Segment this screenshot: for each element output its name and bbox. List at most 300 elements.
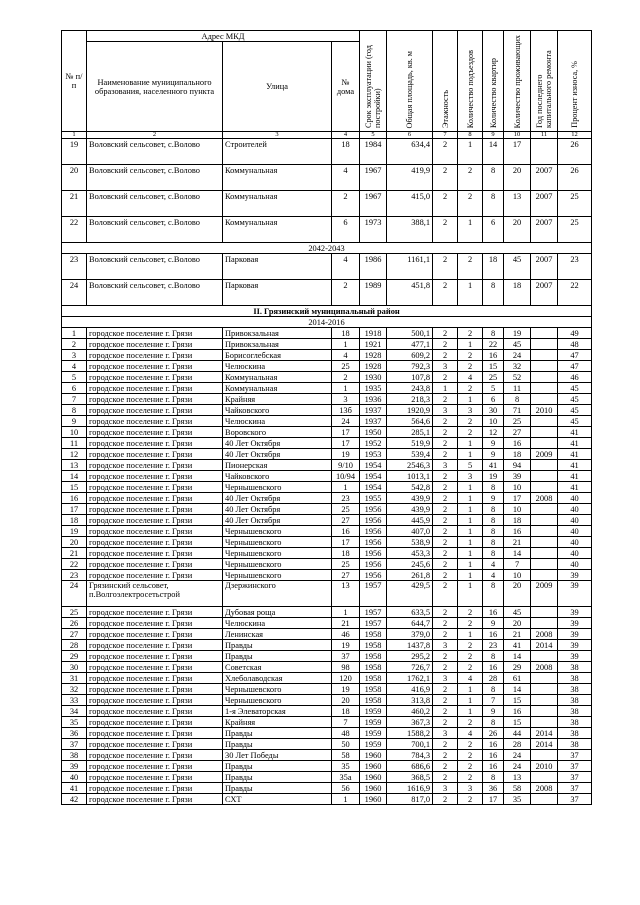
- municipality-cell: городское поселение г. Грязи: [87, 728, 223, 739]
- row-number-cell: 36: [62, 728, 87, 739]
- floors-cell: 3: [433, 673, 458, 684]
- wear-percent-cell: 41: [558, 449, 592, 460]
- total-area-cell: 261,8: [387, 570, 433, 581]
- column-number-cell: 5: [360, 132, 387, 139]
- house-number-cell: 50: [332, 739, 360, 750]
- total-area-cell: 1762,1: [387, 673, 433, 684]
- street-cell: Чернышевского: [223, 695, 332, 706]
- entrances-cell: 2: [458, 328, 483, 339]
- row-number-cell: 14: [62, 471, 87, 482]
- floors-cell: 2: [433, 695, 458, 706]
- col-apartments-header: Количество квартир: [483, 31, 504, 132]
- table-row: [62, 640, 592, 651]
- floors-cell: 2: [433, 339, 458, 350]
- table-row: [62, 739, 592, 750]
- municipality-cell: городское поселение г. Грязи: [87, 394, 223, 405]
- house-number-cell: 98: [332, 662, 360, 673]
- apartments-cell: 8: [483, 772, 504, 783]
- municipality-cell: городское поселение г. Грязи: [87, 339, 223, 350]
- wear-percent-cell: 40: [558, 504, 592, 515]
- municipality-cell: городское поселение г. Грязи: [87, 361, 223, 372]
- street-cell: 1-я Элеваторская: [223, 706, 332, 717]
- wear-percent-cell: 45: [558, 416, 592, 427]
- floors-cell: 2: [433, 651, 458, 662]
- house-number-cell: 24: [332, 416, 360, 427]
- municipality-cell: городское поселение г. Грязи: [87, 471, 223, 482]
- build-year-cell: 1958: [360, 695, 387, 706]
- floors-cell: 2: [433, 559, 458, 570]
- floors-cell: 2: [433, 607, 458, 618]
- wear-percent-cell: 26: [558, 165, 592, 191]
- residents-cell: 45: [504, 254, 531, 280]
- row-number-cell: 38: [62, 750, 87, 761]
- street-cell: 40 Лет Октября: [223, 449, 332, 460]
- table-row: [62, 471, 592, 482]
- street-cell: Парковая: [223, 254, 332, 280]
- floors-cell: 2: [433, 717, 458, 728]
- table-row: [62, 515, 592, 526]
- wear-percent-cell: 41: [558, 438, 592, 449]
- total-area-cell: 519,9: [387, 438, 433, 449]
- street-cell: Правды: [223, 772, 332, 783]
- municipality-cell: городское поселение г. Грязи: [87, 405, 223, 416]
- build-year-cell: 1958: [360, 651, 387, 662]
- entrances-cell: 2: [458, 662, 483, 673]
- residents-cell: 16: [504, 526, 531, 537]
- row-number-cell: 30: [62, 662, 87, 673]
- municipality-cell: городское поселение г. Грязи: [87, 673, 223, 684]
- apartments-cell: 16: [483, 350, 504, 361]
- floors-cell: 2: [433, 581, 458, 607]
- municipality-cell: городское поселение г. Грязи: [87, 629, 223, 640]
- apartments-cell: 9: [483, 618, 504, 629]
- section-title-row: [62, 306, 592, 317]
- house-number-cell: 21: [332, 618, 360, 629]
- apartments-cell: 8: [483, 684, 504, 695]
- house-number-cell: 27: [332, 570, 360, 581]
- total-area-cell: 542,8: [387, 482, 433, 493]
- wear-percent-cell: 39: [558, 618, 592, 629]
- table-row: [62, 750, 592, 761]
- municipality-cell: Воловский сельсовет, с.Волово: [87, 191, 223, 217]
- repair-year-cell: [531, 794, 558, 805]
- house-number-cell: 18: [332, 328, 360, 339]
- municipality-cell: городское поселение г. Грязи: [87, 662, 223, 673]
- table-body: [62, 132, 592, 805]
- build-year-cell: 1956: [360, 537, 387, 548]
- house-number-cell: 25: [332, 559, 360, 570]
- floors-cell: 2: [433, 217, 458, 243]
- column-number-cell: 6: [387, 132, 433, 139]
- row-number-cell: 8: [62, 405, 87, 416]
- row-number-cell: 23: [62, 254, 87, 280]
- residents-cell: 15: [504, 717, 531, 728]
- municipality-cell: городское поселение г. Грязи: [87, 684, 223, 695]
- entrances-cell: 2: [458, 254, 483, 280]
- floors-cell: 2: [433, 618, 458, 629]
- repair-year-cell: [531, 537, 558, 548]
- total-area-cell: 388,1: [387, 217, 433, 243]
- floors-cell: 3: [433, 783, 458, 794]
- wear-percent-cell: 38: [558, 684, 592, 695]
- wear-percent-cell: 38: [558, 739, 592, 750]
- table-row: [62, 460, 592, 471]
- row-number-cell: 12: [62, 449, 87, 460]
- entrances-cell: 2: [458, 640, 483, 651]
- column-number-cell: 7: [433, 132, 458, 139]
- street-cell: Привокзальная: [223, 328, 332, 339]
- total-area-cell: 460,2: [387, 706, 433, 717]
- wear-percent-cell: 26: [558, 139, 592, 165]
- entrances-cell: 2: [458, 165, 483, 191]
- municipality-cell: городское поселение г. Грязи: [87, 570, 223, 581]
- street-cell: Дзержинского: [223, 581, 332, 607]
- total-area-cell: 379,0: [387, 629, 433, 640]
- repair-year-cell: [531, 339, 558, 350]
- build-year-cell: 1955: [360, 493, 387, 504]
- residents-cell: 10: [504, 570, 531, 581]
- apartments-cell: 12: [483, 427, 504, 438]
- table-row: [62, 783, 592, 794]
- house-number-cell: 18: [332, 706, 360, 717]
- repair-year-cell: [531, 394, 558, 405]
- municipality-cell: городское поселение г. Грязи: [87, 438, 223, 449]
- house-number-cell: 27: [332, 515, 360, 526]
- table-row: [62, 794, 592, 805]
- col-year-header: Срок эксплуатации (год постройки): [360, 31, 387, 132]
- repair-year-cell: [531, 684, 558, 695]
- apartments-cell: 28: [483, 673, 504, 684]
- floors-cell: 2: [433, 739, 458, 750]
- build-year-cell: 1960: [360, 794, 387, 805]
- build-year-cell: 1956: [360, 526, 387, 537]
- table-row: [62, 405, 592, 416]
- entrances-cell: 1: [458, 537, 483, 548]
- row-number-cell: 24: [62, 280, 87, 306]
- row-number-cell: 17: [62, 504, 87, 515]
- row-number-cell: 24: [62, 581, 87, 607]
- row-number-cell: 22: [62, 217, 87, 243]
- row-number-cell: 39: [62, 761, 87, 772]
- build-year-cell: 1937: [360, 405, 387, 416]
- repair-year-cell: [531, 482, 558, 493]
- house-number-cell: 19: [332, 640, 360, 651]
- floors-cell: 2: [433, 449, 458, 460]
- table-row: [62, 526, 592, 537]
- municipality-cell: Воловский сельсовет, с.Волово: [87, 254, 223, 280]
- street-cell: Пионерская: [223, 460, 332, 471]
- wear-percent-cell: 38: [558, 673, 592, 684]
- table-row: [62, 339, 592, 350]
- apartments-cell: 8: [483, 581, 504, 607]
- row-number-cell: 29: [62, 651, 87, 662]
- repair-year-cell: 2010: [531, 405, 558, 416]
- apartments-cell: 9: [483, 706, 504, 717]
- wear-percent-cell: 38: [558, 695, 592, 706]
- apartments-cell: 8: [483, 165, 504, 191]
- table-row: [62, 504, 592, 515]
- entrances-cell: 2: [458, 350, 483, 361]
- street-cell: Дубовая роща: [223, 607, 332, 618]
- entrances-cell: 2: [458, 794, 483, 805]
- entrances-cell: 2: [458, 383, 483, 394]
- build-year-cell: 1958: [360, 640, 387, 651]
- repair-year-cell: [531, 526, 558, 537]
- total-area-cell: 1437,8: [387, 640, 433, 651]
- house-number-cell: 58: [332, 750, 360, 761]
- entrances-cell: 1: [458, 394, 483, 405]
- street-cell: Коммунальная: [223, 191, 332, 217]
- table-row: [62, 383, 592, 394]
- wear-percent-cell: 40: [558, 515, 592, 526]
- entrances-cell: 2: [458, 717, 483, 728]
- street-cell: Правды: [223, 739, 332, 750]
- house-number-cell: 37: [332, 651, 360, 662]
- residents-cell: 18: [504, 280, 531, 306]
- house-number-cell: 1: [332, 482, 360, 493]
- col-residents-header: Количество проживающих: [504, 31, 531, 132]
- house-number-cell: 1: [332, 383, 360, 394]
- floors-cell: 2: [433, 350, 458, 361]
- table-row: [62, 662, 592, 673]
- table-row: [62, 280, 592, 306]
- apartments-cell: 10: [483, 416, 504, 427]
- residents-cell: 10: [504, 482, 531, 493]
- table-row: [62, 651, 592, 662]
- build-year-cell: 1959: [360, 739, 387, 750]
- total-area-cell: 451,8: [387, 280, 433, 306]
- wear-percent-cell: 38: [558, 717, 592, 728]
- street-cell: Правды: [223, 761, 332, 772]
- apartments-cell: 8: [483, 328, 504, 339]
- build-year-cell: 1960: [360, 750, 387, 761]
- apartments-cell: 8: [483, 548, 504, 559]
- floors-cell: 2: [433, 427, 458, 438]
- build-year-cell: 1960: [360, 761, 387, 772]
- floors-cell: 2: [433, 684, 458, 695]
- municipality-cell: городское поселение г. Грязи: [87, 772, 223, 783]
- street-cell: Чернышевского: [223, 548, 332, 559]
- build-year-cell: 1967: [360, 191, 387, 217]
- total-area-cell: 439,9: [387, 493, 433, 504]
- street-cell: Парковая: [223, 280, 332, 306]
- build-year-cell: 1959: [360, 728, 387, 739]
- table-row: [62, 537, 592, 548]
- municipality-cell: городское поселение г. Грязи: [87, 794, 223, 805]
- build-year-cell: 1957: [360, 607, 387, 618]
- house-number-cell: 17: [332, 537, 360, 548]
- repair-year-cell: [531, 350, 558, 361]
- house-number-cell: 4: [332, 350, 360, 361]
- wear-percent-cell: 37: [558, 783, 592, 794]
- floors-cell: 2: [433, 416, 458, 427]
- repair-year-cell: [531, 651, 558, 662]
- total-area-cell: 1161,1: [387, 254, 433, 280]
- total-area-cell: 367,3: [387, 717, 433, 728]
- build-year-cell: 1957: [360, 581, 387, 607]
- street-cell: 30 Лет Победы: [223, 750, 332, 761]
- total-area-cell: 792,3: [387, 361, 433, 372]
- entrances-cell: 2: [458, 772, 483, 783]
- total-area-cell: 644,7: [387, 618, 433, 629]
- build-year-cell: 1958: [360, 673, 387, 684]
- repair-year-cell: [531, 559, 558, 570]
- row-number-cell: 31: [62, 673, 87, 684]
- municipality-cell: городское поселение г. Грязи: [87, 548, 223, 559]
- municipality-cell: [87, 581, 223, 607]
- street-cell: Коммунальная: [223, 383, 332, 394]
- apartments-cell: 26: [483, 728, 504, 739]
- table-row: [62, 559, 592, 570]
- repair-year-cell: [531, 607, 558, 618]
- column-number-row: [62, 132, 592, 139]
- house-number-cell: 1: [332, 607, 360, 618]
- apartments-cell: 16: [483, 629, 504, 640]
- floors-cell: 2: [433, 191, 458, 217]
- floors-cell: 3: [433, 361, 458, 372]
- build-year-cell: 1958: [360, 684, 387, 695]
- repair-year-cell: 2009: [531, 581, 558, 607]
- table-row: [62, 361, 592, 372]
- entrances-cell: 1: [458, 559, 483, 570]
- table-row: [62, 328, 592, 339]
- residents-cell: 11: [504, 383, 531, 394]
- build-year-cell: 1937: [360, 416, 387, 427]
- entrances-cell: 1: [458, 449, 483, 460]
- floors-cell: 2: [433, 548, 458, 559]
- row-number-cell: 21: [62, 191, 87, 217]
- build-year-cell: 1956: [360, 515, 387, 526]
- street-cell: Правды: [223, 640, 332, 651]
- wear-percent-cell: 37: [558, 761, 592, 772]
- apartments-cell: 16: [483, 761, 504, 772]
- floors-cell: 2: [433, 438, 458, 449]
- municipality-cell: городское поселение г. Грязи: [87, 328, 223, 339]
- row-number-cell: 10: [62, 427, 87, 438]
- apartments-cell: 8: [483, 191, 504, 217]
- floors-cell: 3: [433, 728, 458, 739]
- floors-cell: 3: [433, 405, 458, 416]
- residents-cell: 52: [504, 372, 531, 383]
- street-cell: Правды: [223, 651, 332, 662]
- entrances-cell: 2: [458, 651, 483, 662]
- floors-cell: 2: [433, 372, 458, 383]
- entrances-cell: 1: [458, 339, 483, 350]
- table-row: [62, 607, 592, 618]
- floors-cell: 2: [433, 537, 458, 548]
- build-year-cell: 1954: [360, 471, 387, 482]
- repair-year-cell: 2007: [531, 280, 558, 306]
- build-year-cell: 1930: [360, 372, 387, 383]
- repair-year-cell: [531, 328, 558, 339]
- apartments-cell: 9: [483, 493, 504, 504]
- total-area-cell: 1920,9: [387, 405, 433, 416]
- wear-percent-cell: 37: [558, 794, 592, 805]
- municipality-cell: городское поселение г. Грязи: [87, 717, 223, 728]
- apartments-cell: 4: [483, 559, 504, 570]
- table-row: [62, 394, 592, 405]
- municipality-cell: городское поселение г. Грязи: [87, 739, 223, 750]
- wear-percent-cell: 48: [558, 339, 592, 350]
- total-area-cell: 368,5: [387, 772, 433, 783]
- total-area-cell: 453,3: [387, 548, 433, 559]
- municipality-cell: городское поселение г. Грязи: [87, 750, 223, 761]
- wear-percent-cell: 45: [558, 405, 592, 416]
- row-number-cell: 28: [62, 640, 87, 651]
- total-area-cell: 700,1: [387, 739, 433, 750]
- municipality-cell: городское поселение г. Грязи: [87, 350, 223, 361]
- table-row: [62, 350, 592, 361]
- municipality-cell: городское поселение г. Грязи: [87, 416, 223, 427]
- municipality-cell: городское поселение г. Грязи: [87, 607, 223, 618]
- entrances-cell: 1: [458, 139, 483, 165]
- street-cell: Чернышевского: [223, 570, 332, 581]
- residents-cell: 16: [504, 706, 531, 717]
- residents-cell: 14: [504, 548, 531, 559]
- residents-cell: 10: [504, 504, 531, 515]
- entrances-cell: 1: [458, 684, 483, 695]
- row-number-cell: 40: [62, 772, 87, 783]
- wear-percent-cell: 39: [558, 651, 592, 662]
- apartments-cell: 17: [483, 794, 504, 805]
- residents-cell: 8: [504, 394, 531, 405]
- entrances-cell: 4: [458, 372, 483, 383]
- total-area-cell: 500,1: [387, 328, 433, 339]
- total-area-cell: 439,9: [387, 504, 433, 515]
- table-row: [62, 673, 592, 684]
- repair-year-cell: [531, 416, 558, 427]
- apartments-cell: 8: [483, 537, 504, 548]
- build-year-cell: 1956: [360, 559, 387, 570]
- entrances-cell: 1: [458, 570, 483, 581]
- wear-percent-cell: 41: [558, 460, 592, 471]
- residents-cell: 27: [504, 427, 531, 438]
- wear-percent-cell: 41: [558, 482, 592, 493]
- entrances-cell: 1: [458, 581, 483, 607]
- entrances-cell: 4: [458, 673, 483, 684]
- row-number-cell: 4: [62, 361, 87, 372]
- house-number-cell: 56: [332, 783, 360, 794]
- row-number-cell: 18: [62, 515, 87, 526]
- total-area-cell: 2546,3: [387, 460, 433, 471]
- row-number-cell: 13: [62, 460, 87, 471]
- municipality-cell: городское поселение г. Грязи: [87, 537, 223, 548]
- total-area-cell: 1616,9: [387, 783, 433, 794]
- municipality-cell: городское поселение г. Грязи: [87, 515, 223, 526]
- row-number-cell: 42: [62, 794, 87, 805]
- residents-cell: 20: [504, 217, 531, 243]
- total-area-cell: 1588,2: [387, 728, 433, 739]
- repair-year-cell: 2007: [531, 254, 558, 280]
- col-municipality-header: Наименование муниципального образования, населенного пункта: [87, 42, 223, 132]
- repair-year-cell: [531, 361, 558, 372]
- wear-percent-cell: 37: [558, 772, 592, 783]
- apartments-cell: 25: [483, 372, 504, 383]
- build-year-cell: 1959: [360, 717, 387, 728]
- table-row: [62, 438, 592, 449]
- apartments-cell: 8: [483, 280, 504, 306]
- residents-cell: 14: [504, 651, 531, 662]
- municipality-cell: городское поселение г. Грязи: [87, 493, 223, 504]
- build-year-cell: 1967: [360, 165, 387, 191]
- house-number-cell: 18: [332, 548, 360, 559]
- apartments-cell: 23: [483, 640, 504, 651]
- municipality-cell: городское поселение г. Грязи: [87, 651, 223, 662]
- street-cell: Воровского: [223, 427, 332, 438]
- row-number-cell: 1: [62, 328, 87, 339]
- house-number-cell: 17: [332, 427, 360, 438]
- row-number-cell: 26: [62, 618, 87, 629]
